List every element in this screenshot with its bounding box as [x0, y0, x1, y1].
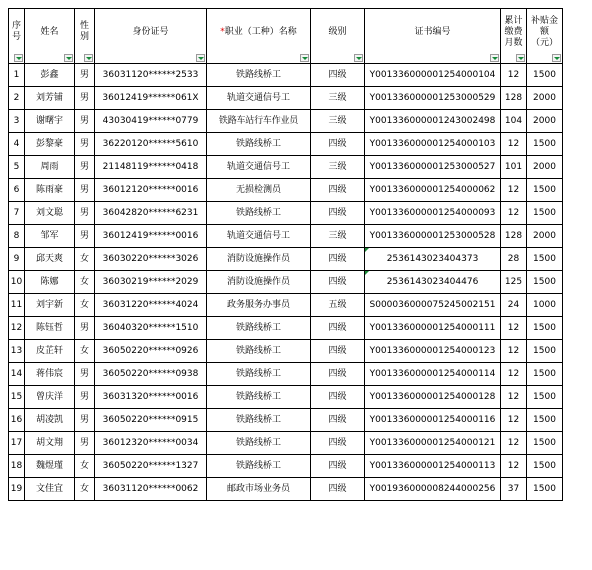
- cell-id[interactable]: 36050220******0926: [95, 340, 207, 363]
- cell-id[interactable]: 36012419******061X: [95, 87, 207, 110]
- cell-gender[interactable]: 男: [75, 363, 95, 386]
- cell-gender[interactable]: 男: [75, 110, 95, 133]
- cell-level[interactable]: 四级: [311, 202, 365, 225]
- cell-amount[interactable]: 1500: [527, 432, 563, 455]
- cell-id[interactable]: 36031120******0062: [95, 478, 207, 501]
- cell-seq[interactable]: 11: [9, 294, 25, 317]
- cell-seq[interactable]: 16: [9, 409, 25, 432]
- cell-level[interactable]: 三级: [311, 225, 365, 248]
- table-row: [9, 202, 563, 225]
- cell-id[interactable]: 36012320******0034: [95, 432, 207, 455]
- cell-job[interactable]: 邮政市场业务员: [207, 478, 311, 501]
- cell-cert[interactable]: Y001336000001254000113: [365, 455, 501, 478]
- cell-id[interactable]: 36050220******0915: [95, 409, 207, 432]
- cell-name[interactable]: 胡凌凯: [25, 409, 75, 432]
- table-row: [9, 340, 563, 363]
- cell-months[interactable]: 12: [501, 386, 527, 409]
- cell-level[interactable]: 四级: [311, 64, 365, 87]
- cell-seq[interactable]: 1: [9, 64, 25, 87]
- cell-gender[interactable]: 男: [75, 225, 95, 248]
- cell-months[interactable]: 12: [501, 432, 527, 455]
- cell-level[interactable]: 四级: [311, 409, 365, 432]
- cell-cert[interactable]: Y001336000001254000121: [365, 432, 501, 455]
- cell-name[interactable]: 周雨: [25, 156, 75, 179]
- cell-job[interactable]: 无损检测员: [207, 179, 311, 202]
- cell-name[interactable]: 刘文聪: [25, 202, 75, 225]
- cell-cert[interactable]: Y001336000001254000114: [365, 363, 501, 386]
- cell-months[interactable]: 28: [501, 248, 527, 271]
- table-row: [9, 294, 563, 317]
- cell-months[interactable]: 128: [501, 225, 527, 248]
- cell-seq[interactable]: 14: [9, 363, 25, 386]
- cell-job[interactable]: 铁路线桥工: [207, 64, 311, 87]
- cell-name[interactable]: 魏煜瑾: [25, 455, 75, 478]
- table-row: [9, 133, 563, 156]
- cell-id[interactable]: 36031220******4024: [95, 294, 207, 317]
- cell-amount[interactable]: 1500: [527, 64, 563, 87]
- cell-amount[interactable]: 2000: [527, 87, 563, 110]
- cell-name[interactable]: 陈娜: [25, 271, 75, 294]
- cell-cert[interactable]: Y001336000001253000529: [365, 87, 501, 110]
- cell-job[interactable]: 铁路线桥工: [207, 432, 311, 455]
- cell-gender[interactable]: 女: [75, 271, 95, 294]
- cell-gender[interactable]: 女: [75, 478, 95, 501]
- cell-name[interactable]: 邹军: [25, 225, 75, 248]
- cell-seq[interactable]: 17: [9, 432, 25, 455]
- cell-amount[interactable]: 1500: [527, 179, 563, 202]
- cell-cert[interactable]: 2536143023404476: [365, 271, 501, 294]
- cell-name[interactable]: 彭鑫: [25, 64, 75, 87]
- cell-name[interactable]: 曾庆洋: [25, 386, 75, 409]
- cell-gender[interactable]: 男: [75, 409, 95, 432]
- cell-job[interactable]: 政务服务办事员: [207, 294, 311, 317]
- cell-job[interactable]: 轨道交通信号工: [207, 87, 311, 110]
- cell-id[interactable]: 36031120******2533: [95, 64, 207, 87]
- header-amount: 补贴金额（元）: [527, 9, 563, 64]
- cell-id[interactable]: 36050220******0938: [95, 363, 207, 386]
- cell-amount[interactable]: 1500: [527, 409, 563, 432]
- cell-job[interactable]: 铁路线桥工: [207, 340, 311, 363]
- table-row: [9, 409, 563, 432]
- table-row: [9, 87, 563, 110]
- cell-gender[interactable]: 女: [75, 248, 95, 271]
- table-row: [9, 271, 563, 294]
- cell-cert[interactable]: Y001336000001254000128: [365, 386, 501, 409]
- cell-cert[interactable]: Y001336000001253000527: [365, 156, 501, 179]
- cell-months[interactable]: 12: [501, 64, 527, 87]
- cell-amount[interactable]: 1500: [527, 386, 563, 409]
- cell-level[interactable]: 四级: [311, 179, 365, 202]
- cell-months[interactable]: 37: [501, 478, 527, 501]
- cell-level[interactable]: 五级: [311, 294, 365, 317]
- cell-name[interactable]: 胡文翔: [25, 432, 75, 455]
- cell-seq[interactable]: 2: [9, 87, 25, 110]
- cell-job[interactable]: 铁路线桥工: [207, 363, 311, 386]
- cell-seq[interactable]: 4: [9, 133, 25, 156]
- cell-job[interactable]: 铁路线桥工: [207, 133, 311, 156]
- cell-amount[interactable]: 2000: [527, 225, 563, 248]
- cell-level[interactable]: 三级: [311, 87, 365, 110]
- cell-job[interactable]: 消防设施操作员: [207, 271, 311, 294]
- header-job: *职业（工种）名称: [207, 9, 311, 64]
- cell-gender[interactable]: 男: [75, 179, 95, 202]
- cell-seq[interactable]: 5: [9, 156, 25, 179]
- cell-amount[interactable]: 1000: [527, 294, 563, 317]
- cell-job[interactable]: 铁路线桥工: [207, 455, 311, 478]
- cell-name[interactable]: 皮芷轩: [25, 340, 75, 363]
- header-gender: 性别: [75, 9, 95, 64]
- cell-amount[interactable]: 2000: [527, 110, 563, 133]
- cell-level[interactable]: 四级: [311, 455, 365, 478]
- cell-job[interactable]: 铁路线桥工: [207, 202, 311, 225]
- cell-cert[interactable]: Y001336000001253000528: [365, 225, 501, 248]
- cell-seq[interactable]: 6: [9, 179, 25, 202]
- cell-level[interactable]: 三级: [311, 110, 365, 133]
- cell-amount[interactable]: 1500: [527, 455, 563, 478]
- table-row: [9, 432, 563, 455]
- cell-level[interactable]: 四级: [311, 363, 365, 386]
- cell-level[interactable]: 四级: [311, 386, 365, 409]
- header-months: 累计缴费月数: [501, 9, 527, 64]
- cell-seq[interactable]: 13: [9, 340, 25, 363]
- cell-amount[interactable]: 1500: [527, 478, 563, 501]
- subsidy-table: [8, 8, 563, 501]
- cell-amount[interactable]: 1500: [527, 363, 563, 386]
- cell-level[interactable]: 四级: [311, 248, 365, 271]
- table-row: [9, 317, 563, 340]
- cell-seq[interactable]: 9: [9, 248, 25, 271]
- cell-name[interactable]: 彭黎豪: [25, 133, 75, 156]
- table-row: [9, 225, 563, 248]
- cell-seq[interactable]: 18: [9, 455, 25, 478]
- filter-dropdown-button[interactable]: [64, 54, 73, 62]
- cell-amount[interactable]: 2000: [527, 156, 563, 179]
- cell-seq[interactable]: 12: [9, 317, 25, 340]
- table-row: [9, 64, 563, 87]
- cell-level[interactable]: 四级: [311, 478, 365, 501]
- cell-seq[interactable]: 8: [9, 225, 25, 248]
- table-row: [9, 110, 563, 133]
- cell-job[interactable]: 铁路线桥工: [207, 317, 311, 340]
- cell-cert[interactable]: Y001936000008244000256: [365, 478, 501, 501]
- cell-cert[interactable]: S000036000075245002151: [365, 294, 501, 317]
- cell-level[interactable]: 四级: [311, 271, 365, 294]
- cell-amount[interactable]: 1500: [527, 202, 563, 225]
- filter-dropdown-button[interactable]: [552, 54, 561, 62]
- filter-dropdown-button[interactable]: [196, 54, 205, 62]
- filter-dropdown-button[interactable]: [490, 54, 499, 62]
- cell-cert[interactable]: Y001336000001254000103: [365, 133, 501, 156]
- cell-id[interactable]: 36012419******0016: [95, 225, 207, 248]
- cell-cert[interactable]: Y001336000001254000093: [365, 202, 501, 225]
- cell-gender[interactable]: 女: [75, 455, 95, 478]
- cell-gender[interactable]: 男: [75, 202, 95, 225]
- cell-name[interactable]: 邱天爽: [25, 248, 75, 271]
- required-star: *: [220, 26, 225, 37]
- filter-dropdown-button[interactable]: [84, 54, 93, 62]
- cell-id[interactable]: 36220120******5610: [95, 133, 207, 156]
- filter-dropdown-button[interactable]: [300, 54, 309, 62]
- header-name: 姓名: [25, 9, 75, 64]
- cell-amount[interactable]: 1500: [527, 317, 563, 340]
- cell-id[interactable]: 36050220******1327: [95, 455, 207, 478]
- cell-seq[interactable]: 3: [9, 110, 25, 133]
- header-cert: 证书编号: [365, 9, 501, 64]
- table-row: [9, 179, 563, 202]
- cell-months[interactable]: 12: [501, 317, 527, 340]
- cell-id[interactable]: 36012120******0016: [95, 179, 207, 202]
- cell-months[interactable]: 104: [501, 110, 527, 133]
- cell-seq[interactable]: 10: [9, 271, 25, 294]
- cell-id[interactable]: 36030220******3026: [95, 248, 207, 271]
- header-seq: 序号: [9, 9, 25, 64]
- cell-id[interactable]: 36042820******6231: [95, 202, 207, 225]
- cell-gender[interactable]: 男: [75, 386, 95, 409]
- cell-months[interactable]: 12: [501, 340, 527, 363]
- cell-gender[interactable]: 男: [75, 87, 95, 110]
- cell-months[interactable]: 12: [501, 363, 527, 386]
- cell-gender[interactable]: 男: [75, 317, 95, 340]
- cell-cert[interactable]: Y001336000001254000111: [365, 317, 501, 340]
- cell-job[interactable]: 轨道交通信号工: [207, 156, 311, 179]
- cell-job[interactable]: 铁路线桥工: [207, 409, 311, 432]
- table-row: [9, 386, 563, 409]
- cell-name[interactable]: 刘宇新: [25, 294, 75, 317]
- cell-months[interactable]: 12: [501, 455, 527, 478]
- filter-dropdown-button[interactable]: [354, 54, 363, 62]
- cell-level[interactable]: 四级: [311, 133, 365, 156]
- header-id: 身份证号: [95, 9, 207, 64]
- cell-amount[interactable]: 1500: [527, 271, 563, 294]
- table-row: [9, 478, 563, 501]
- cell-seq[interactable]: 7: [9, 202, 25, 225]
- cell-gender[interactable]: 男: [75, 133, 95, 156]
- cell-cert[interactable]: Y001336000001254000116: [365, 409, 501, 432]
- cell-months[interactable]: 12: [501, 133, 527, 156]
- cell-id[interactable]: 43030419******0779: [95, 110, 207, 133]
- cell-amount[interactable]: 1500: [527, 133, 563, 156]
- cell-gender[interactable]: 男: [75, 156, 95, 179]
- cell-cert[interactable]: Y001336000001254000062: [365, 179, 501, 202]
- cell-gender[interactable]: 男: [75, 432, 95, 455]
- cell-job[interactable]: 轨道交通信号工: [207, 225, 311, 248]
- cell-months[interactable]: 24: [501, 294, 527, 317]
- table-row: [9, 363, 563, 386]
- filter-dropdown-button[interactable]: [516, 54, 525, 62]
- table-row: [9, 248, 563, 271]
- cell-months[interactable]: 12: [501, 179, 527, 202]
- cell-level[interactable]: 三级: [311, 156, 365, 179]
- cell-job[interactable]: 铁路车站行车作业员: [207, 110, 311, 133]
- cell-cert[interactable]: 2536143023404373: [365, 248, 501, 271]
- header-level: 级别: [311, 9, 365, 64]
- cell-months[interactable]: 12: [501, 202, 527, 225]
- cell-months[interactable]: 101: [501, 156, 527, 179]
- cell-level[interactable]: 四级: [311, 317, 365, 340]
- cell-cert[interactable]: Y001336000001254000104: [365, 64, 501, 87]
- cell-amount[interactable]: 1500: [527, 340, 563, 363]
- cell-name[interactable]: 刘芳铺: [25, 87, 75, 110]
- cell-level[interactable]: 四级: [311, 340, 365, 363]
- cell-name[interactable]: 蒋伟宸: [25, 363, 75, 386]
- cell-cert[interactable]: Y001336000001254000123: [365, 340, 501, 363]
- cell-id[interactable]: 36030219******2029: [95, 271, 207, 294]
- header-row: [9, 9, 563, 64]
- cell-amount[interactable]: 1500: [527, 248, 563, 271]
- cell-months[interactable]: 128: [501, 87, 527, 110]
- cell-seq[interactable]: 19: [9, 478, 25, 501]
- cell-name[interactable]: 陈雨豪: [25, 179, 75, 202]
- filter-dropdown-button[interactable]: [14, 54, 23, 62]
- cell-id[interactable]: 21148119******0418: [95, 156, 207, 179]
- table-row: [9, 455, 563, 478]
- cell-gender[interactable]: 女: [75, 340, 95, 363]
- cell-job[interactable]: 铁路线桥工: [207, 386, 311, 409]
- cell-id[interactable]: 36040320******1510: [95, 317, 207, 340]
- cell-level[interactable]: 四级: [311, 432, 365, 455]
- cell-name[interactable]: 文佳宜: [25, 478, 75, 501]
- cell-months[interactable]: 12: [501, 409, 527, 432]
- cell-gender[interactable]: 男: [75, 64, 95, 87]
- cell-cert[interactable]: Y001336000001243002498: [365, 110, 501, 133]
- cell-months[interactable]: 125: [501, 271, 527, 294]
- cell-job[interactable]: 消防设施操作员: [207, 248, 311, 271]
- table-row: [9, 156, 563, 179]
- cell-id[interactable]: 36031320******0016: [95, 386, 207, 409]
- cell-gender[interactable]: 女: [75, 294, 95, 317]
- cell-name[interactable]: 陈钰哲: [25, 317, 75, 340]
- cell-seq[interactable]: 15: [9, 386, 25, 409]
- cell-name[interactable]: 谢曙宇: [25, 110, 75, 133]
